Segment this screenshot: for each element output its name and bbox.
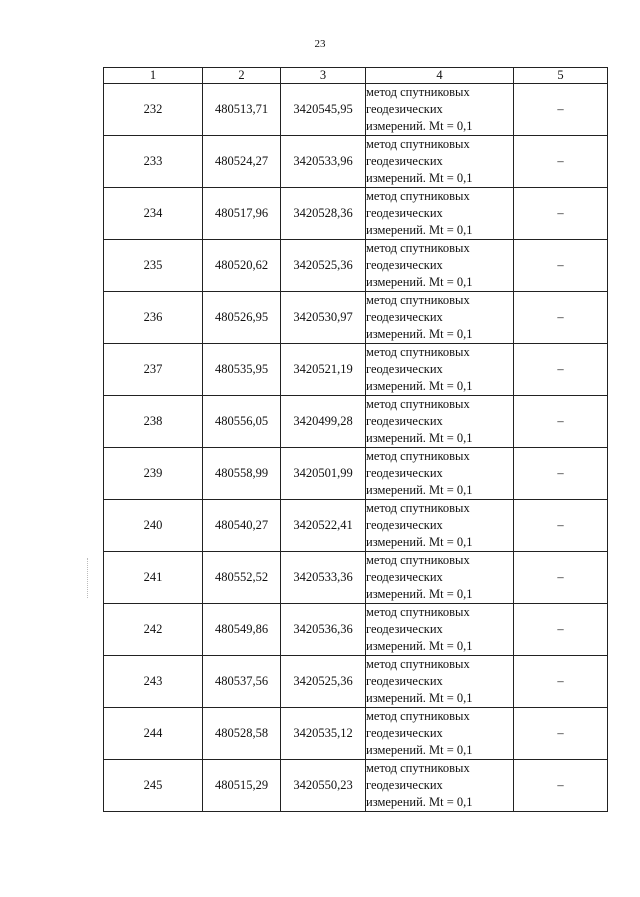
method-line: метод спутниковых bbox=[366, 137, 470, 151]
note-cell: – bbox=[514, 188, 608, 240]
method-line: метод спутниковых bbox=[366, 501, 470, 515]
point-number-cell: 232 bbox=[104, 84, 203, 136]
table-row bbox=[104, 552, 608, 604]
point-number-cell: 241 bbox=[104, 552, 203, 604]
method-cell bbox=[366, 760, 514, 812]
table-header-row bbox=[104, 68, 608, 84]
method-line: геодезических bbox=[366, 154, 443, 168]
table-row bbox=[104, 292, 608, 344]
y-coordinate-cell: 3420522,41 bbox=[281, 500, 366, 552]
x-coordinate-cell: 480517,96 bbox=[203, 188, 281, 240]
method-cell bbox=[366, 84, 514, 136]
header-col-1: 1 bbox=[104, 68, 203, 84]
method-line: геодезических bbox=[366, 570, 443, 584]
point-number-cell: 238 bbox=[104, 396, 203, 448]
method-line: геодезических bbox=[366, 466, 443, 480]
method-line: измерений. Mt = 0,1 bbox=[366, 587, 473, 601]
y-coordinate-cell: 3420521,19 bbox=[281, 344, 366, 396]
method-line: геодезических bbox=[366, 362, 443, 376]
page-number: 23 bbox=[314, 38, 326, 50]
table-row bbox=[104, 188, 608, 240]
note-cell: – bbox=[514, 344, 608, 396]
method-line: метод спутниковых bbox=[366, 553, 470, 567]
method-line: метод спутниковых bbox=[366, 241, 470, 255]
table-row bbox=[104, 344, 608, 396]
header-col-2: 2 bbox=[203, 68, 281, 84]
table-row bbox=[104, 448, 608, 500]
method-cell bbox=[366, 708, 514, 760]
x-coordinate-cell: 480515,29 bbox=[203, 760, 281, 812]
method-line: геодезических bbox=[366, 102, 443, 116]
x-coordinate-cell: 480537,56 bbox=[203, 656, 281, 708]
table-row bbox=[104, 500, 608, 552]
method-line: измерений. Mt = 0,1 bbox=[366, 119, 473, 133]
point-number-cell: 235 bbox=[104, 240, 203, 292]
method-line: измерений. Mt = 0,1 bbox=[366, 379, 473, 393]
y-coordinate-cell: 3420536,36 bbox=[281, 604, 366, 656]
method-line: метод спутниковых bbox=[366, 293, 470, 307]
note-cell: – bbox=[514, 552, 608, 604]
point-number-cell: 236 bbox=[104, 292, 203, 344]
note-cell: – bbox=[514, 448, 608, 500]
method-cell bbox=[366, 552, 514, 604]
method-line: метод спутниковых bbox=[366, 345, 470, 359]
x-coordinate-cell: 480528,58 bbox=[203, 708, 281, 760]
x-coordinate-cell: 480526,95 bbox=[203, 292, 281, 344]
method-cell bbox=[366, 292, 514, 344]
x-coordinate-cell: 480556,05 bbox=[203, 396, 281, 448]
table-row bbox=[104, 708, 608, 760]
note-cell: – bbox=[514, 396, 608, 448]
method-line: метод спутниковых bbox=[366, 85, 470, 99]
table-row bbox=[104, 656, 608, 708]
method-line: метод спутниковых bbox=[366, 189, 470, 203]
note-cell: – bbox=[514, 760, 608, 812]
table-row bbox=[104, 84, 608, 136]
header-col-5: 5 bbox=[514, 68, 608, 84]
method-line: геодезических bbox=[366, 414, 443, 428]
table-row bbox=[104, 396, 608, 448]
note-cell: – bbox=[514, 656, 608, 708]
point-number-cell: 242 bbox=[104, 604, 203, 656]
coordinates-table bbox=[103, 67, 608, 812]
method-cell bbox=[366, 396, 514, 448]
point-number-cell: 239 bbox=[104, 448, 203, 500]
method-line: измерений. Mt = 0,1 bbox=[366, 275, 473, 289]
point-number-cell: 234 bbox=[104, 188, 203, 240]
x-coordinate-cell: 480549,86 bbox=[203, 604, 281, 656]
method-line: геодезических bbox=[366, 258, 443, 272]
method-line: измерений. Mt = 0,1 bbox=[366, 431, 473, 445]
method-line: метод спутниковых bbox=[366, 709, 470, 723]
method-line: измерений. Mt = 0,1 bbox=[366, 483, 473, 497]
point-number-cell: 233 bbox=[104, 136, 203, 188]
y-coordinate-cell: 3420528,36 bbox=[281, 188, 366, 240]
method-cell bbox=[366, 136, 514, 188]
y-coordinate-cell: 3420533,36 bbox=[281, 552, 366, 604]
table-row bbox=[104, 240, 608, 292]
y-coordinate-cell: 3420550,23 bbox=[281, 760, 366, 812]
point-number-cell: 240 bbox=[104, 500, 203, 552]
method-line: измерений. Mt = 0,1 bbox=[366, 795, 473, 809]
method-line: геодезических bbox=[366, 726, 443, 740]
point-number-cell: 244 bbox=[104, 708, 203, 760]
note-cell: – bbox=[514, 604, 608, 656]
method-line: измерений. Mt = 0,1 bbox=[366, 535, 473, 549]
x-coordinate-cell: 480520,62 bbox=[203, 240, 281, 292]
y-coordinate-cell: 3420545,95 bbox=[281, 84, 366, 136]
x-coordinate-cell: 480540,27 bbox=[203, 500, 281, 552]
y-coordinate-cell: 3420525,36 bbox=[281, 656, 366, 708]
method-line: геодезических bbox=[366, 518, 443, 532]
note-cell: – bbox=[514, 240, 608, 292]
x-coordinate-cell: 480558,99 bbox=[203, 448, 281, 500]
method-cell bbox=[366, 604, 514, 656]
method-line: метод спутниковых bbox=[366, 761, 470, 775]
point-number-cell: 237 bbox=[104, 344, 203, 396]
y-coordinate-cell: 3420525,36 bbox=[281, 240, 366, 292]
header-col-4: 4 bbox=[366, 68, 514, 84]
method-line: метод спутниковых bbox=[366, 397, 470, 411]
x-coordinate-cell: 480524,27 bbox=[203, 136, 281, 188]
header-col-3: 3 bbox=[281, 68, 366, 84]
method-line: геодезических bbox=[366, 622, 443, 636]
table-row bbox=[104, 760, 608, 812]
table-row bbox=[104, 604, 608, 656]
note-cell: – bbox=[514, 708, 608, 760]
method-cell bbox=[366, 656, 514, 708]
y-coordinate-cell: 3420535,12 bbox=[281, 708, 366, 760]
y-coordinate-cell: 3420501,99 bbox=[281, 448, 366, 500]
method-line: метод спутниковых bbox=[366, 657, 470, 671]
table-body bbox=[104, 84, 608, 812]
method-line: метод спутниковых bbox=[366, 449, 470, 463]
method-line: измерений. Mt = 0,1 bbox=[366, 691, 473, 705]
note-cell: – bbox=[514, 136, 608, 188]
method-line: геодезических bbox=[366, 674, 443, 688]
method-line: геодезических bbox=[366, 206, 443, 220]
method-line: метод спутниковых bbox=[366, 605, 470, 619]
method-cell bbox=[366, 500, 514, 552]
point-number-cell: 245 bbox=[104, 760, 203, 812]
method-cell bbox=[366, 188, 514, 240]
method-line: измерений. Mt = 0,1 bbox=[366, 327, 473, 341]
y-coordinate-cell: 3420530,97 bbox=[281, 292, 366, 344]
method-line: измерений. Mt = 0,1 bbox=[366, 639, 473, 653]
method-line: измерений. Mt = 0,1 bbox=[366, 223, 473, 237]
method-line: геодезических bbox=[366, 310, 443, 324]
y-coordinate-cell: 3420499,28 bbox=[281, 396, 366, 448]
y-coordinate-cell: 3420533,96 bbox=[281, 136, 366, 188]
method-cell bbox=[366, 344, 514, 396]
x-coordinate-cell: 480552,52 bbox=[203, 552, 281, 604]
margin-mark bbox=[87, 558, 89, 598]
point-number-cell: 243 bbox=[104, 656, 203, 708]
method-line: измерений. Mt = 0,1 bbox=[366, 171, 473, 185]
method-line: геодезических bbox=[366, 778, 443, 792]
note-cell: – bbox=[514, 84, 608, 136]
x-coordinate-cell: 480513,71 bbox=[203, 84, 281, 136]
x-coordinate-cell: 480535,95 bbox=[203, 344, 281, 396]
note-cell: – bbox=[514, 292, 608, 344]
method-cell bbox=[366, 448, 514, 500]
table-row bbox=[104, 136, 608, 188]
method-line: измерений. Mt = 0,1 bbox=[366, 743, 473, 757]
method-cell bbox=[366, 240, 514, 292]
note-cell: – bbox=[514, 500, 608, 552]
